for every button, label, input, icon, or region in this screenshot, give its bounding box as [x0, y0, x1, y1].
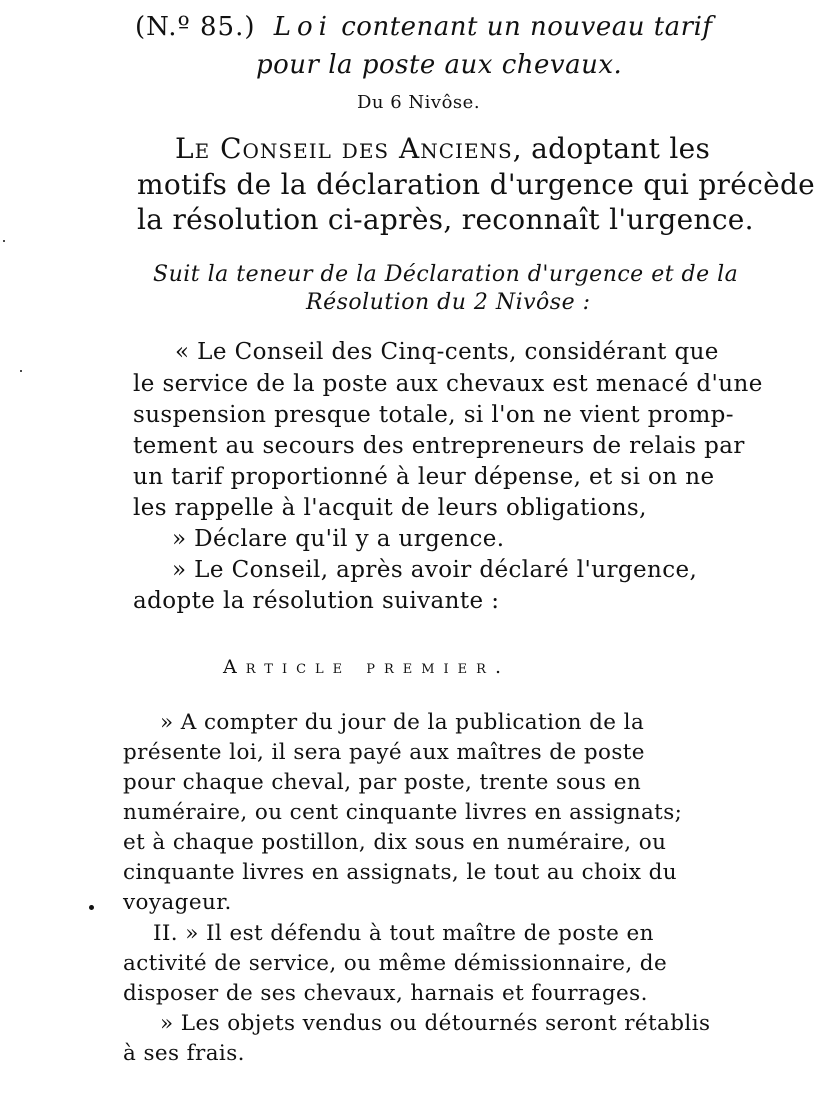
ink-speck — [89, 905, 94, 910]
intro-line-1-rest: , adoptant les — [512, 132, 711, 165]
declaration-line: » Le Conseil, après avoir déclaré l'urgence, — [172, 557, 698, 583]
declaration-line: le service de la poste aux chevaux est menacé d'une — [133, 371, 763, 397]
suit-heading-line-1: Suit la teneur de la Déclaration d'urgence et de la — [153, 262, 739, 287]
article-line: pour chaque cheval, par poste, trente sous en — [123, 770, 642, 795]
suit-heading-line-2: Résolution du 2 Nivôse : — [306, 290, 591, 315]
article-heading: Article premier. — [223, 656, 510, 678]
law-number: (N.º 85.) — [135, 12, 256, 42]
council-name: Le Conseil des Anciens — [175, 132, 513, 165]
law-title-line-1 — [135, 12, 713, 42]
intro-line-2: motifs de la déclaration d'urgence qui précède — [137, 168, 815, 201]
law-keyword: Loi — [273, 12, 333, 42]
declaration-line: « Le Conseil des Cinq-cents, considérant que — [175, 339, 719, 365]
article-line: numéraire, ou cent cinquante livres en assignats; — [123, 800, 683, 825]
law-title-line-2: pour la poste aux chevaux. — [256, 50, 623, 80]
declaration-line: les rappelle à l'acquit de leurs obligations, — [133, 495, 647, 521]
ink-speck — [20, 370, 22, 372]
article-line: voyageur. — [123, 890, 232, 915]
article-line: présente loi, il sera payé aux maîtres de poste — [123, 740, 645, 765]
declaration-line: tement au secours des entrepreneurs de relais par — [133, 433, 745, 459]
declaration-line: adopte la résolution suivante : — [133, 588, 500, 614]
declaration-line: un tarif proportionné à leur dépense, et si on ne — [133, 464, 715, 490]
article-line: à ses frais. — [123, 1041, 245, 1066]
intro-line-3: la résolution ci-après, reconnaît l'urgence. — [137, 203, 754, 236]
declaration-line: suspension presque totale, si l'on ne vient promp- — [133, 402, 734, 428]
article-line: disposer de ses chevaux, harnais et fourrages. — [123, 981, 648, 1006]
law-title-text: contenant un nouveau tarif — [341, 12, 713, 42]
ink-speck — [3, 240, 5, 242]
declaration-line: » Déclare qu'il y a urgence. — [172, 526, 505, 552]
article-line: et à chaque postillon, dix sous en numéraire, ou — [123, 830, 667, 855]
law-date: Du 6 Nivôse. — [357, 92, 481, 113]
article-line: cinquante livres en assignats, le tout au choix du — [123, 860, 678, 885]
article-line: activité de service, ou même démissionnaire, de — [123, 951, 668, 976]
article-line: » A compter du jour de la publication de la — [160, 710, 645, 735]
intro-line-1 — [175, 132, 710, 165]
article-line: II. » Il est défendu à tout maître de poste en — [153, 921, 654, 946]
article-line: » Les objets vendus ou détournés seront rétablis — [160, 1011, 711, 1036]
